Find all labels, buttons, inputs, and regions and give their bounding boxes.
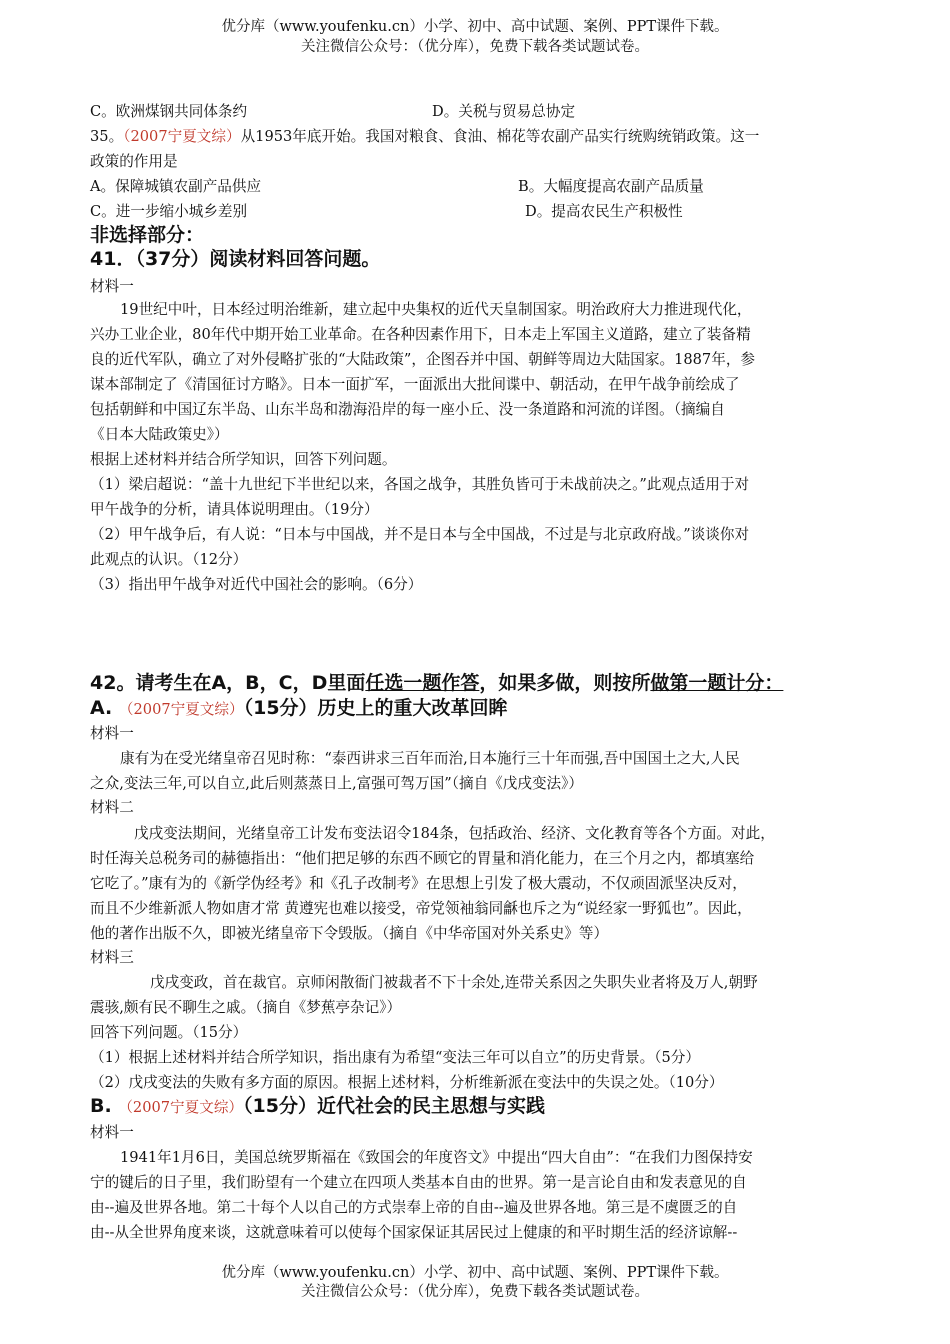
q42-a-material-2-line: 而且不少维新派人物如唐才常 黄遵宪也难以接受，帝党领袖翁同龢也斥之为“说经家一野狐也”。因此， <box>90 900 752 917</box>
q41-sub1-line-1: （1）梁启超说：“盖十九世纪下半世纪以来，各国之战争，其胜负皆可于未战前决之。”此观点适用于对 <box>90 476 750 493</box>
q42-a-heading <box>90 698 508 720</box>
q35-stem-text: 从1953年底开始。我国对粮食、食油、棉花等农副产品实行统购统销政策。这一 <box>240 128 760 145</box>
q41-title: 41．（37分）阅读材料回答问题。 <box>90 248 381 270</box>
q42-b-heading <box>90 1096 545 1118</box>
q42-b-title: （15分）近代社会的民主思想与实践 <box>243 1095 545 1117</box>
q41-sub2-line-2: 此观点的认识。（12分） <box>90 551 248 568</box>
q42-intro-underline-1: 任选一题作答 <box>365 672 480 694</box>
q35-stem-line-1 <box>90 127 759 147</box>
q41-sub3: （3）指出甲午战争对近代中国社会的影响。（6分） <box>90 576 423 593</box>
q41-material-1-line: 兴办工业企业，80年代中期开始工业革命。在各种因素作用下，日本走上军国主义道路，建立了装备精 <box>90 326 751 343</box>
footer-line-1: 优分库（www.youfenku.cn）小学、初中、高中试题、案例、PPT课件下载。 <box>221 1265 729 1281</box>
q42-intro <box>90 673 783 693</box>
header-line-2: 关注微信公众号：（优分库），免费下载各类试题试卷。 <box>301 39 649 55</box>
q42-a-material-2-label: 材料二 <box>90 799 134 816</box>
q42-b-source: （2007宁夏文综） <box>118 1099 244 1116</box>
q42-a-material-1-line: 之众,变法三年,可以自立,此后则蒸蒸日上,富强可驾万国”（摘自《戊戌变法》） <box>90 775 584 792</box>
q35-source: （2007宁夏文综） <box>123 128 241 145</box>
q42-b-material-1-line: 宁的键后的日子里，我们盼望有一个建立在四项人类基本自由的世界。第一是言论自由和发表意见的自 <box>90 1174 747 1191</box>
section-heading: 非选择部分： <box>90 224 205 246</box>
q42-a-title: （15分）历史上的重大改革回眸 <box>243 697 508 719</box>
q35-option-b: B。大幅度提高农副产品质量 <box>518 178 704 195</box>
q42-intro-b: ，如果多做，则按所 <box>479 672 651 694</box>
q42-a-question-1: （1）根据上述材料并结合所学知识，指出康有为希望“变法三年可以自立”的历史背景。（5分） <box>90 1049 700 1066</box>
q41-material-1-label: 材料一 <box>90 278 134 295</box>
q42-a-material-3-line: 震骇,颇有民不聊生之戚。（摘自《梦蕉亭杂记》） <box>90 999 402 1016</box>
q35-option-c: C。进一步缩小城乡差别 <box>90 203 248 220</box>
q42-a-material-3-line: 戊戌变政，首在裁官。京师闲散衙门被裁者不下十余处,连带关系因之失职失业者将及万人,朝野 <box>150 974 758 991</box>
q42-a-label: A. <box>90 697 113 719</box>
q42-a-prompt: 回答下列问题。（15分） <box>90 1024 248 1041</box>
q41-material-1-line: 19世纪中叶，日本经过明治维新，建立起中央集权的近代天皇制国家。明治政府大力推进现代化， <box>120 301 752 318</box>
q34-option-c: C。欧洲煤钢共同体条约 <box>90 103 248 120</box>
q35-number: 35。 <box>90 128 124 145</box>
q41-material-1-line: 《日本大陆政策史》） <box>90 426 229 443</box>
q42-a-material-1-line: 康有为在受光绪皇帝召见时称：“泰西讲求三百年而治,日本施行三十年而强,吾中国国土之大,人民 <box>120 750 740 767</box>
q41-material-1-line: 良的近代军队，确立了对外侵略扩张的“大陆政策”，企图吞并中国、朝鲜等周边大陆国家。1887年，参 <box>90 351 756 368</box>
q41-material-1-line: 谋本部制定了《清国征讨方略》。日本一面扩军，一面派出大批间谍中、朝活动，在甲午战争前绘成了 <box>90 376 740 393</box>
q42-b-material-1-line: 由--从全世界角度来谈，这就意味着可以使每个国家保证其居民过上健康的和平时期生活的经济谅解-- <box>90 1224 738 1241</box>
q34-option-d: D。关税与贸易总协定 <box>432 103 576 120</box>
q42-a-material-3-label: 材料三 <box>90 949 134 966</box>
q42-intro-a: 42。请考生在A，B，C，D里面 <box>90 672 366 694</box>
q42-intro-underline-2: 做第一题计分： <box>650 672 784 694</box>
q42-a-material-1-label: 材料一 <box>90 725 134 742</box>
q42-a-material-2-line: 时任海关总税务司的赫德指出：“他们把足够的东西不顾它的胃量和消化能力，在三个月之内，都填塞给 <box>90 850 755 867</box>
q42-b-material-1-line: 1941年1月6日，美国总统罗斯福在《致国会的年度咨文》中提出“四大自由”：“在我们力图保持安 <box>120 1149 753 1166</box>
q42-a-material-2-line: 戊戌变法期间，光绪皇帝工计发布变法诏令184条，包括政治、经济、文化教育等各个方面。对此， <box>134 825 775 842</box>
q41-sub2-line-1: （2）甲午战争后，有人说：“日本与中国战，并不是日本与全中国战，不过是与北京政府战。”谈谈你对 <box>90 526 750 543</box>
q42-b-material-1-line: 由--遍及世界各地。第二十每个人以自己的方式崇奉上帝的自由--遍及世界各地。第三是不虞匮乏的自 <box>90 1199 738 1216</box>
q42-b-label: B. <box>90 1095 112 1117</box>
header-line-1: 优分库（www.youfenku.cn）小学、初中、高中试题、案例、PPT课件下载。 <box>221 19 729 35</box>
q42-a-material-2-line: 他的著作出版不久，即被光绪皇帝下令毁版。（摘自《中华帝国对外关系史》等） <box>90 925 609 942</box>
q35-stem-line-2: 政策的作用是 <box>90 153 178 170</box>
q42-b-material-1-label: 材料一 <box>90 1124 134 1141</box>
q35-option-d: D。提高农民生产积极性 <box>525 203 683 220</box>
q42-a-question-2: （2）戊戌变法的失败有多方面的原因。根据上述材料，分析维新派在变法中的失误之处。（10分） <box>90 1074 724 1091</box>
q41-prompt: 根据上述材料并结合所学知识，回答下列问题。 <box>90 451 397 468</box>
footer-line-2: 关注微信公众号：（优分库），免费下载各类试题试卷。 <box>301 1284 649 1300</box>
q42-a-source: （2007宁夏文综） <box>118 701 244 718</box>
q35-option-a: A。保障城镇农副产品供应 <box>90 178 262 195</box>
q41-material-1-line: 包括朝鲜和中国辽东半岛、山东半岛和渤海沿岸的每一座小丘、没一条道路和河流的详图。（摘编自 <box>90 401 725 418</box>
q41-sub1-line-2: 甲午战争的分析，请具体说明理由。（19分） <box>90 501 379 518</box>
q42-a-material-2-line: 它吃了。”康有为的《新学伪经考》和《孔子改制考》在思想上引发了极大震动，不仅顽固派坚决反对， <box>90 875 747 892</box>
